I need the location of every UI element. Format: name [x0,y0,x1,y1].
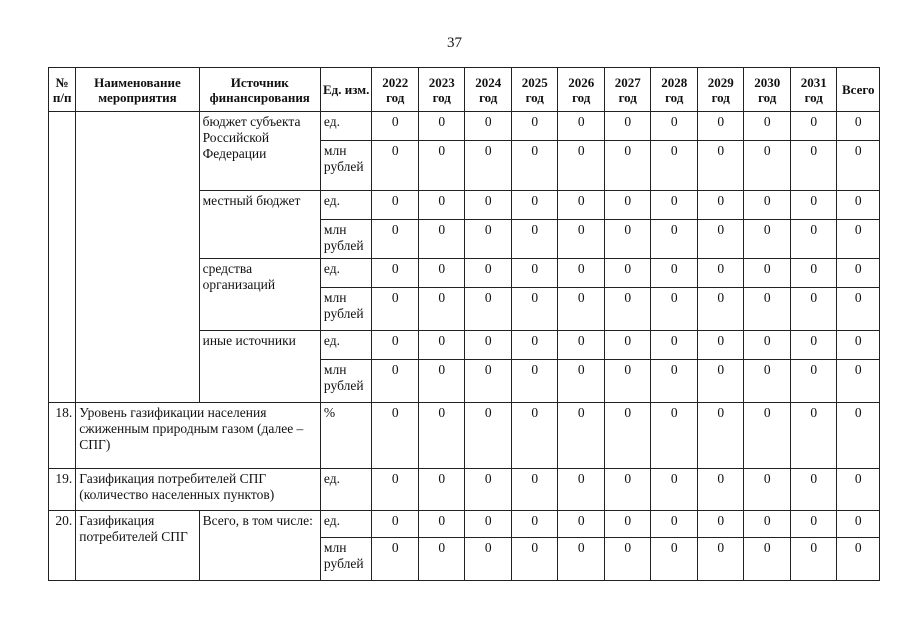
data-table [48,67,880,581]
value-cell: 0 [465,403,512,469]
value-cell: 0 [697,220,744,259]
value-cell: 0 [651,141,698,191]
value-cell: 0 [465,469,512,511]
value-cell: 0 [511,191,558,220]
header-year: 2030 год [744,68,791,112]
value-cell: 0 [558,288,605,331]
value-cell: 0 [604,220,651,259]
value-cell: 0 [790,538,837,581]
unit-cell: млн рублей [320,538,372,581]
value-cell: 0 [465,511,512,538]
value-cell: 0 [697,538,744,581]
header-year: 2026 год [558,68,605,112]
measure-name: Уровень газификации населения сжиженным природным газом (далее – СПГ) [76,403,321,469]
value-cell: 0 [604,469,651,511]
value-cell: 0 [651,288,698,331]
value-cell: 0 [418,538,465,581]
value-cell: 0 [511,469,558,511]
value-cell: 0 [372,288,419,331]
header-year: 2025 год [511,68,558,112]
value-cell: 0 [744,331,791,360]
value-cell: 0 [465,220,512,259]
value-cell: 0 [697,288,744,331]
unit-cell: ед. [320,112,372,141]
page-number: 37 [447,35,462,51]
value-cell: 0 [372,469,419,511]
value-cell: 0 [651,360,698,403]
value-cell: 0 [372,191,419,220]
value-cell: 0 [558,220,605,259]
value-cell: 0 [697,141,744,191]
source-label: местный бюджет [199,191,320,259]
value-cell: 0 [651,469,698,511]
unit-cell: млн рублей [320,141,372,191]
value-cell: 0 [511,360,558,403]
value-cell: 0 [372,112,419,141]
value-cell: 0 [558,469,605,511]
value-cell: 0 [418,191,465,220]
value-cell: 0 [372,331,419,360]
header-year: 2022 год [372,68,419,112]
header-year: 2031 год [790,68,837,112]
value-cell: 0 [511,259,558,288]
value-cell: 0 [558,511,605,538]
source-label: бюджет субъекта Российской Федерации [199,112,320,191]
value-cell: 0 [465,538,512,581]
value-cell: 0 [837,141,880,191]
value-cell: 0 [651,511,698,538]
table-row [49,469,880,511]
value-cell: 0 [837,360,880,403]
value-cell: 0 [604,259,651,288]
value-cell: 0 [744,511,791,538]
value-cell: 0 [465,112,512,141]
value-cell: 0 [511,511,558,538]
row-number: 18. [49,403,76,469]
table-row [49,511,880,538]
value-cell: 0 [604,511,651,538]
value-cell: 0 [790,360,837,403]
header-source: Источник финансирования [199,68,320,112]
value-cell: 0 [604,360,651,403]
value-cell: 0 [511,331,558,360]
value-cell: 0 [744,538,791,581]
value-cell: 0 [697,259,744,288]
header-total: Всего [837,68,880,112]
value-cell: 0 [604,288,651,331]
value-cell: 0 [744,141,791,191]
value-cell: 0 [651,331,698,360]
measure-name: Газификация потребителей СПГ [76,511,199,581]
value-cell: 0 [372,511,419,538]
value-cell: 0 [418,112,465,141]
value-cell: 0 [418,511,465,538]
value-cell: 0 [511,141,558,191]
value-cell: 0 [744,259,791,288]
value-cell: 0 [604,191,651,220]
value-cell: 0 [465,141,512,191]
value-cell: 0 [604,538,651,581]
value-cell: 0 [837,191,880,220]
value-cell: 0 [790,141,837,191]
value-cell: 0 [697,403,744,469]
value-cell: 0 [511,112,558,141]
value-cell: 0 [418,331,465,360]
source-label: средства организаций [199,259,320,331]
value-cell: 0 [744,112,791,141]
value-cell: 0 [651,403,698,469]
table-row [49,403,880,469]
value-cell: 0 [418,360,465,403]
value-cell: 0 [558,259,605,288]
unit-cell: % [320,403,372,469]
source-label: иные источники [199,331,320,403]
value-cell: 0 [790,112,837,141]
value-cell: 0 [465,191,512,220]
value-cell: 0 [651,259,698,288]
value-cell: 0 [604,141,651,191]
unit-cell: ед. [320,331,372,360]
header-num: № п/п [49,68,76,112]
value-cell: 0 [604,331,651,360]
value-cell: 0 [697,360,744,403]
value-cell: 0 [558,403,605,469]
table-row [49,112,880,141]
unit-cell: ед. [320,511,372,538]
value-cell: 0 [837,288,880,331]
value-cell: 0 [465,259,512,288]
value-cell: 0 [418,469,465,511]
value-cell: 0 [790,511,837,538]
value-cell: 0 [744,191,791,220]
value-cell: 0 [558,141,605,191]
value-cell: 0 [837,511,880,538]
unit-cell: ед. [320,469,372,511]
value-cell: 0 [697,331,744,360]
header-year: 2023 год [418,68,465,112]
value-cell: 0 [697,112,744,141]
unit-cell: ед. [320,259,372,288]
header-year: 2024 год [465,68,512,112]
continuation-name-cell [76,112,199,403]
value-cell: 0 [697,191,744,220]
row-number: 19. [49,469,76,511]
continuation-num-cell [49,112,76,403]
value-cell: 0 [372,259,419,288]
value-cell: 0 [837,331,880,360]
value-cell: 0 [418,259,465,288]
unit-cell: ед. [320,191,372,220]
value-cell: 0 [744,288,791,331]
value-cell: 0 [372,141,419,191]
value-cell: 0 [372,360,419,403]
header-year: 2027 год [604,68,651,112]
value-cell: 0 [744,360,791,403]
value-cell: 0 [837,469,880,511]
value-cell: 0 [651,191,698,220]
value-cell: 0 [744,220,791,259]
value-cell: 0 [790,403,837,469]
value-cell: 0 [465,331,512,360]
value-cell: 0 [558,331,605,360]
header-year: 2029 год [697,68,744,112]
value-cell: 0 [372,220,419,259]
value-cell: 0 [837,538,880,581]
header-unit: Ед. изм. [320,68,372,112]
value-cell: 0 [511,403,558,469]
unit-cell: млн рублей [320,220,372,259]
value-cell: 0 [511,220,558,259]
value-cell: 0 [651,538,698,581]
value-cell: 0 [697,469,744,511]
value-cell: 0 [372,538,419,581]
value-cell: 0 [511,538,558,581]
value-cell: 0 [790,469,837,511]
value-cell: 0 [744,403,791,469]
value-cell: 0 [790,259,837,288]
value-cell: 0 [837,403,880,469]
value-cell: 0 [558,360,605,403]
value-cell: 0 [558,538,605,581]
source-label: Всего, в том числе: [199,511,320,581]
value-cell: 0 [604,112,651,141]
value-cell: 0 [837,112,880,141]
value-cell: 0 [790,331,837,360]
header-row [49,68,880,112]
value-cell: 0 [511,288,558,331]
value-cell: 0 [790,288,837,331]
value-cell: 0 [465,360,512,403]
value-cell: 0 [372,403,419,469]
value-cell: 0 [418,220,465,259]
value-cell: 0 [465,288,512,331]
value-cell: 0 [697,511,744,538]
value-cell: 0 [790,220,837,259]
value-cell: 0 [558,191,605,220]
value-cell: 0 [790,191,837,220]
row-number: 20. [49,511,76,581]
measure-name: Газификация потребителей СПГ (количество населенных пунктов) [76,469,321,511]
value-cell: 0 [837,220,880,259]
header-name: Наименование мероприятия [76,68,199,112]
value-cell: 0 [418,141,465,191]
unit-cell: млн рублей [320,288,372,331]
header-year: 2028 год [651,68,698,112]
value-cell: 0 [418,288,465,331]
value-cell: 0 [604,403,651,469]
value-cell: 0 [418,403,465,469]
value-cell: 0 [651,112,698,141]
value-cell: 0 [558,112,605,141]
value-cell: 0 [837,259,880,288]
value-cell: 0 [744,469,791,511]
unit-cell: млн рублей [320,360,372,403]
value-cell: 0 [651,220,698,259]
